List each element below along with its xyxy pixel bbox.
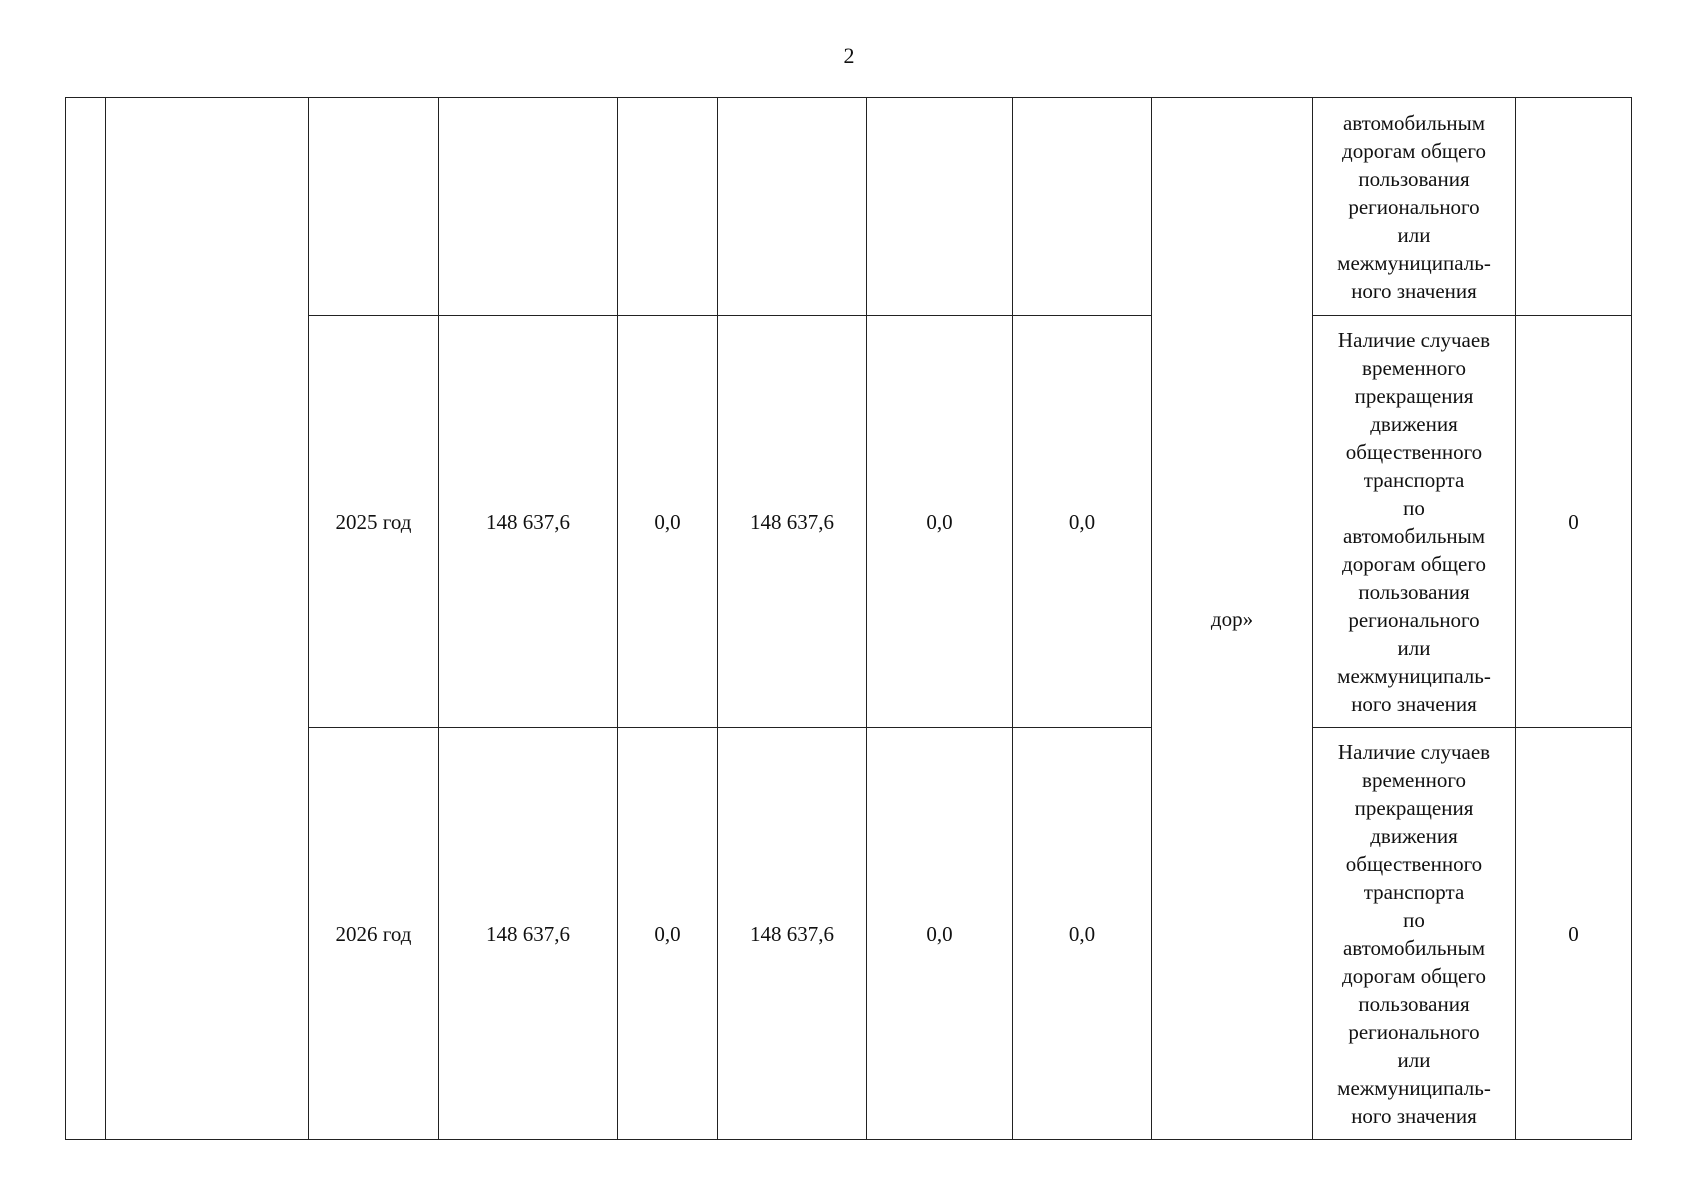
year-cell: 2025 год — [309, 316, 439, 728]
funding-cell: 0,0 — [867, 728, 1013, 1140]
funding-cell: 0,0 — [1013, 316, 1152, 728]
indicator-cell: Наличие случаев временного прекращения движения общественного транспорта по автомобильным дорогам общего пользования регионального или межмуниципаль- ного значения — [1313, 728, 1516, 1140]
indicator-cell: автомобильным дорогам общего пользования регионального или межмуниципаль- ного значения — [1313, 98, 1516, 316]
financing-table — [65, 97, 1632, 1140]
page-number: 2 — [843, 43, 855, 68]
funding-cell: 0,0 — [618, 316, 718, 728]
funding-cell: 0,0 — [867, 316, 1013, 728]
funding-cell — [867, 98, 1013, 316]
indicator-value-cell: 0 — [1516, 728, 1632, 1140]
indicator-value-cell: 0 — [1516, 316, 1632, 728]
table-row-continuation — [66, 98, 1632, 316]
total-cell — [439, 98, 618, 316]
year-cell: 2026 год — [309, 728, 439, 1140]
funding-cell: 148 637,6 — [718, 316, 867, 728]
funding-cell — [618, 98, 718, 316]
total-cell: 148 637,6 — [439, 316, 618, 728]
indicator-value-cell — [1516, 98, 1632, 316]
funding-cell: 148 637,6 — [718, 728, 867, 1140]
funding-cell — [718, 98, 867, 316]
funding-cell: 0,0 — [1013, 728, 1152, 1140]
number-cell — [66, 98, 106, 1140]
indicator-cell: Наличие случаев временного прекращения движения общественного транспорта по автомобильным дорогам общего пользования регионального или межмуниципаль- ного значения — [1313, 316, 1516, 728]
funding-cell: 0,0 — [618, 728, 718, 1140]
funding-cell — [1013, 98, 1152, 316]
executor-cell: дор» — [1152, 98, 1313, 1140]
year-cell — [309, 98, 439, 316]
total-cell: 148 637,6 — [439, 728, 618, 1140]
name-cell — [106, 98, 309, 1140]
